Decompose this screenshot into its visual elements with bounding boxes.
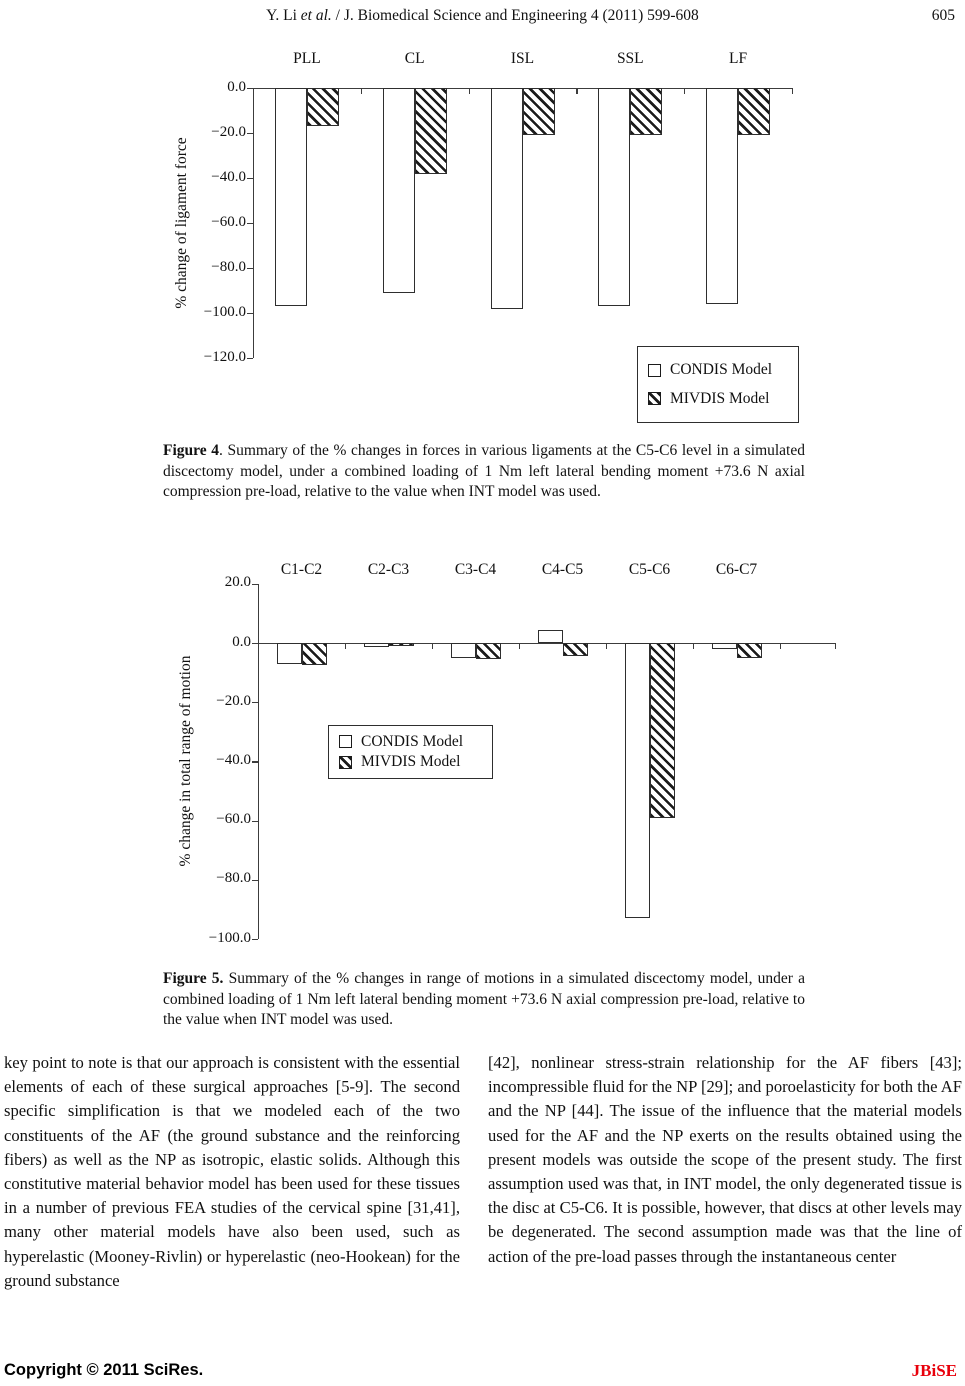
condis-bar	[451, 643, 476, 658]
y-tick-label: −40.0	[216, 751, 251, 768]
figure5-caption-label: Figure 5.	[163, 970, 224, 987]
y-axis-line	[253, 88, 254, 358]
zero-line-minor-tick	[576, 88, 577, 94]
legend-entry	[648, 361, 788, 379]
zero-line-minor-tick	[519, 643, 520, 649]
mivdis-bar	[563, 643, 588, 656]
zero-line-minor-tick	[606, 643, 607, 649]
category-label: CL	[404, 50, 425, 67]
category-label: C4-C5	[541, 561, 584, 578]
y-axis-title: % change of ligament force	[173, 137, 190, 309]
footer-copyright: Copyright © 2011 SciRes.	[4, 1361, 204, 1379]
legend-entry	[339, 733, 482, 751]
y-tick-label: 0.0	[227, 78, 246, 95]
zero-line-minor-tick	[469, 88, 470, 94]
y-axis-line	[258, 584, 259, 939]
condis-bar	[275, 88, 307, 306]
y-axis-tick	[247, 178, 253, 179]
y-tick-label: −100.0	[203, 303, 246, 320]
category-label: C2-C3	[367, 561, 410, 578]
zero-line-minor-tick	[361, 88, 362, 94]
y-axis-tick	[247, 313, 253, 314]
y-tick-label: −20.0	[216, 692, 251, 709]
zero-line-end-tick	[835, 643, 836, 649]
legend-entry	[339, 753, 482, 771]
body-text-right-column: [42], nonlinear stress-strain relationship for the AF fibers [43]; incompressible fluid for the NP [29]; and poroelasticity for both the AF and the NP [44]. The issue of the influence that the material models used for the AF and the NP exerts on the results obtained using the present models was outside the scope of the present study. The first assumption used was that, in INT model, the only degenerated tissue is the disc at C5-C6. It is possible, however, that discs at other levels may be degenerated. The second assumption made was that the line of action of the pre-load passes through the instantaneous center	[488, 1053, 962, 1266]
category-label: LF	[729, 50, 748, 67]
mivdis-bar	[737, 643, 762, 658]
condis-bar	[383, 88, 415, 293]
figure5-caption-text: Summary of the % changes in range of motions in a simulated discectomy model, under a combined loading of 1 Nm left lateral bending moment +73.6 N axial compression pre-load, relative to the value when INT model was used.	[163, 970, 805, 1029]
y-tick-label: −80.0	[211, 258, 246, 275]
header-etal: et al.	[300, 7, 332, 24]
legend-box	[328, 725, 493, 779]
mivdis-bar	[389, 643, 414, 646]
legend-entry	[648, 390, 788, 408]
zero-line-minor-tick	[345, 643, 346, 649]
y-axis-tick	[252, 584, 258, 585]
category-label: ISL	[510, 50, 535, 67]
zero-line-minor-tick	[684, 88, 685, 94]
figure4-caption-label: Figure 4	[163, 442, 219, 459]
header-author: Y. Li	[266, 7, 301, 24]
mivdis-bar	[415, 88, 447, 174]
y-tick-label: −40.0	[211, 168, 246, 185]
y-tick-label: 0.0	[232, 633, 251, 650]
figure5-chart	[160, 545, 855, 960]
y-axis-tick	[252, 761, 258, 762]
mivdis-bar	[630, 88, 662, 135]
page-number: 605	[931, 7, 955, 24]
condis-bar	[364, 643, 389, 647]
y-tick-label: −20.0	[211, 123, 246, 140]
mivdis-bar	[307, 88, 339, 126]
figure4-caption-text: . Summary of the % changes in forces in various ligaments at the C5-C6 level in a simulated discectomy model, under a combined loading of 1 Nm left lateral bending moment +73.6 N axial compression pre-load, relative to the value when INT model was used.	[163, 442, 805, 501]
y-axis-tick	[247, 358, 253, 359]
mivdis-bar	[523, 88, 555, 135]
figure4-chart	[160, 40, 825, 440]
condis-bar	[538, 630, 563, 643]
condis-bar	[277, 643, 302, 664]
condis-bar	[706, 88, 738, 304]
legend-label: CONDIS Model	[361, 732, 464, 750]
y-tick-label: −120.0	[203, 348, 246, 365]
category-label: C1-C2	[280, 561, 323, 578]
condis-bar	[625, 643, 650, 918]
y-axis-tick	[252, 821, 258, 822]
zero-line-minor-tick	[792, 88, 793, 94]
y-axis-title: % change in total range of motion	[177, 655, 194, 867]
y-tick-label: 20.0	[224, 574, 251, 591]
y-tick-label: −80.0	[216, 870, 251, 887]
category-label: C5-C6	[628, 561, 671, 578]
y-axis-tick	[247, 88, 253, 89]
y-axis-tick	[252, 702, 258, 703]
mivdis-bar	[302, 643, 327, 665]
y-axis-tick	[252, 643, 258, 644]
category-label: C3-C4	[454, 561, 497, 578]
figure5-caption	[163, 969, 805, 1031]
condis-bar	[598, 88, 630, 306]
category-label: PLL	[293, 50, 321, 67]
mivdis-bar	[650, 643, 675, 818]
header-running-title	[0, 7, 965, 25]
zero-line-minor-tick	[780, 643, 781, 649]
footer-journal-logo: JBiSE	[911, 1361, 957, 1380]
figure4-caption	[163, 441, 805, 503]
y-tick-label: −60.0	[216, 811, 251, 828]
y-tick-label: −60.0	[211, 213, 246, 230]
y-axis-tick	[247, 223, 253, 224]
condis-swatch-icon	[339, 735, 352, 748]
mivdis-bar	[476, 643, 501, 659]
y-axis-tick	[247, 268, 253, 269]
legend-label: CONDIS Model	[670, 361, 773, 379]
mivdis-swatch-icon	[339, 756, 352, 769]
condis-bar	[712, 643, 737, 649]
zero-line-minor-tick	[432, 643, 433, 649]
y-axis-tick	[247, 133, 253, 134]
legend-label: MIVDIS Model	[670, 389, 770, 407]
condis-bar	[491, 88, 523, 309]
y-axis-tick	[252, 880, 258, 881]
legend-box	[637, 346, 799, 423]
condis-swatch-icon	[648, 364, 661, 377]
mivdis-bar	[738, 88, 770, 135]
header-journal-ref: / J. Biomedical Science and Engineering 4 (2011) 599-608	[331, 7, 699, 24]
legend-label: MIVDIS Model	[361, 753, 461, 771]
category-label: SSL	[616, 50, 644, 67]
y-axis-tick	[252, 939, 258, 940]
y-tick-label: −100.0	[208, 929, 251, 946]
category-label: C6-C7	[715, 561, 758, 578]
mivdis-swatch-icon	[648, 392, 661, 405]
body-text-left-column: key point to note is that our approach is consistent with the essential elements of each of these surgical approaches [5-9]. The second specific simplification is that we modeled each of the two constituents of the AF (the ground substance and the reinforcing fibers) as well as the NP as isotropic, elastic solids. Although this constitutive material behavior model has been used for these tissues in a number of previous FEA studies of the cervical spine [31,41], many other material models have also been used, such as hyperelastic (Mooney-Rivlin) or hyperelastic (neo-Hookean) for the ground substance	[4, 1053, 460, 1290]
zero-line-minor-tick	[693, 643, 694, 649]
